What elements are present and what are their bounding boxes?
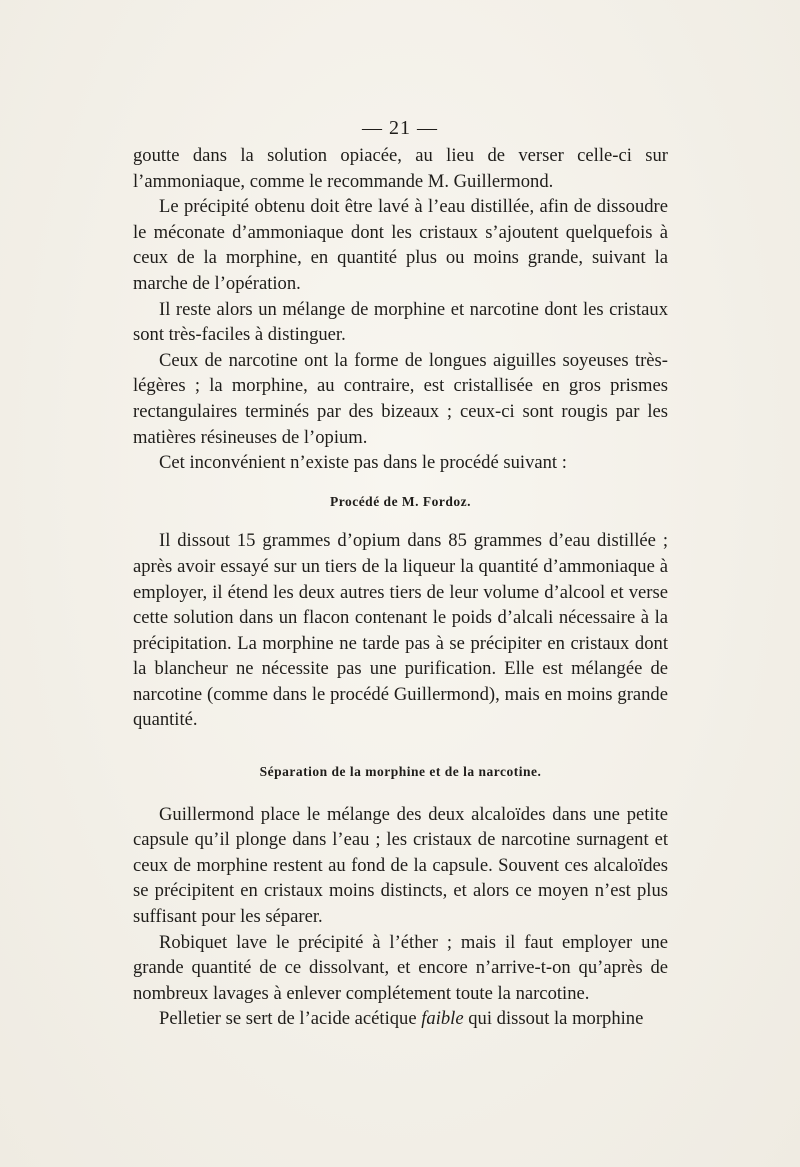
paragraph: Cet inconvénient n’existe pas dans le procédé suivant : — [159, 452, 567, 474]
text-run: qui dissout la morphine — [463, 1008, 644, 1030]
text-run: Pelletier se sert de l’acide acétique — [159, 1008, 422, 1030]
paragraph: Il dissout 15 grammes d’opium dans 85 grammes d’eau distillée ; après avoir essayé sur un tiers de la liqueur la quantité d’ammoniaque à employer, il étend les deux autres tiers de leur volume d’alcool et verse cette solution dans un flacon contenant le poids d’alcali nécessaire à la précipitation. La morphine ne tarde pas à se précipiter en cristaux dont la blancheur ne nécessite pas une purification. Elle est mélangée de narcotine (comme dans le procédé Guillermond), mais en moins grande quantité. — [133, 530, 668, 731]
body-text — [133, 143, 668, 1032]
paragraph: Guillermond place le mélange des deux alcaloïdes dans une petite capsule qu’il plonge dans l’eau ; les cristaux de narcotine surnagent et ceux de morphine restent au fond de la capsule. Souvent ces alcaloïdes se précipitent en cristaux moins distincts, et alors ce moyen n’est plus suffisant pour les séparer. — [133, 803, 668, 928]
paragraph: Le précipité obtenu doit être lavé à l’eau distillée, afin de dissoudre le méconate d’ammoniaque dont les cristaux s’ajoutent quelquefois à ceux de la morphine, en quantité plus ou moins grande, suivant la marche de l’opération. — [133, 196, 668, 294]
page-number: — 21 — — [362, 117, 438, 139]
section-heading-fordoz: Procédé de M. Fordoz. — [329, 493, 472, 509]
paragraph-continuation: goutte dans la solution opiacée, au lieu de verser celle-ci sur l’ammoniaque, comme le recommande M. Guillermond. — [133, 145, 668, 192]
paragraph: Robiquet lave le précipité à l’éther ; mais il faut employer une grande quantité de ce dissolvant, et encore n’arrive-t-on qu’après de nombreux lavages à enlever complétement toute la narcotine. — [133, 931, 668, 1004]
paragraph: Il reste alors un mélange de morphine et narcotine dont les cristaux sont très-faciles à distinguer. — [133, 298, 668, 346]
section-heading-separation: Séparation de la morphine et de la narcotine. — [259, 764, 542, 780]
paragraph: Ceux de narcotine ont la forme de longues aiguilles soyeuses très-légères ; la morphine, au contraire, est cristallisée en gros prismes rectangulaires terminés par des bizeaux ; ceux-ci sont rougis par les matières résineuses de l’opium. — [133, 349, 668, 448]
emphasis-text: faible — [421, 1008, 464, 1030]
paragraph-last — [133, 1006, 668, 1032]
